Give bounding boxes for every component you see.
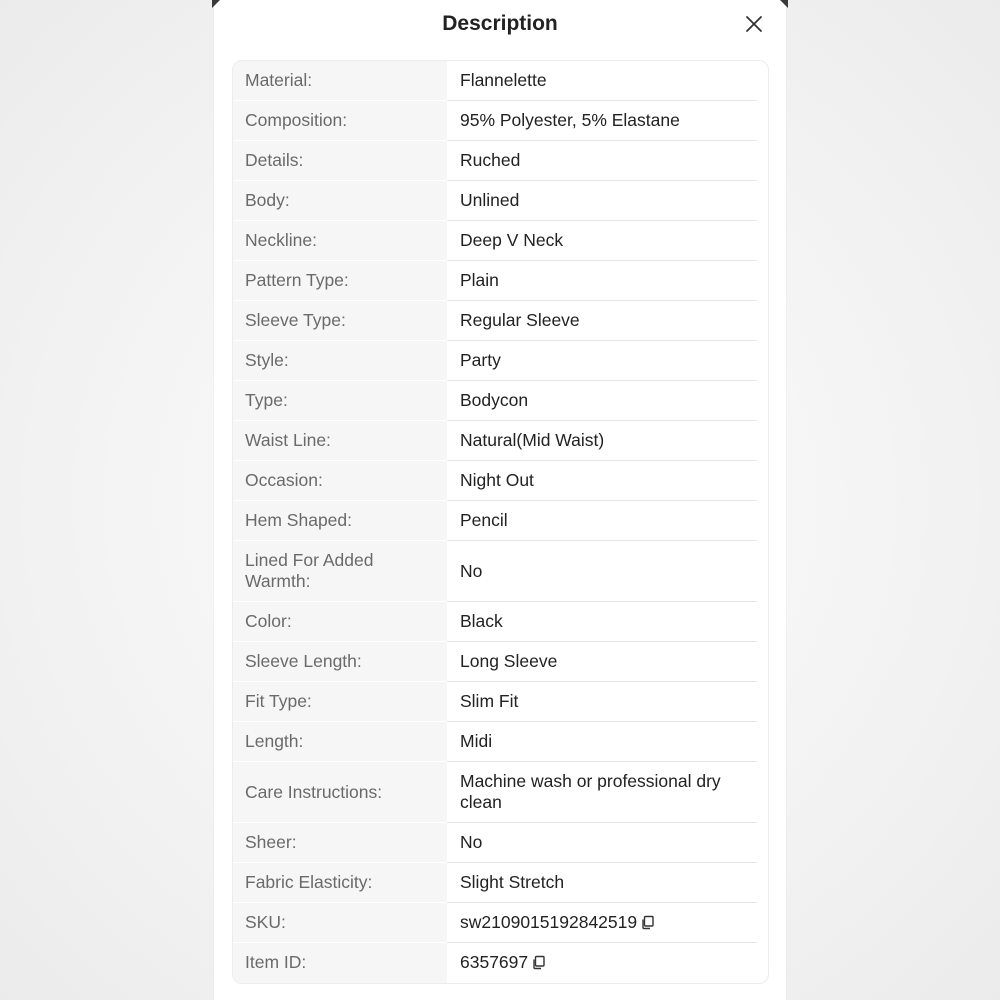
attribute-value: Midi <box>447 722 757 762</box>
table-row <box>233 722 768 762</box>
attribute-value: Machine wash or professional dry clean <box>447 762 757 823</box>
attribute-value: No <box>447 541 757 602</box>
close-icon <box>742 12 766 36</box>
attribute-label: Type: <box>233 381 447 421</box>
attribute-value: Night Out <box>447 461 757 501</box>
attribute-value: Flannelette <box>447 61 757 101</box>
table-row <box>233 943 768 983</box>
attribute-value: Unlined <box>447 181 757 221</box>
attribute-value: Natural(Mid Waist) <box>447 421 757 461</box>
attribute-label: Neckline: <box>233 221 447 261</box>
table-row <box>233 181 768 221</box>
attribute-value: Slim Fit <box>447 682 757 722</box>
table-row <box>233 903 768 943</box>
attribute-value: Ruched <box>447 141 757 181</box>
attribute-label: Fit Type: <box>233 682 447 722</box>
attribute-label: Waist Line: <box>233 421 447 461</box>
attribute-label: Item ID: <box>233 943 447 983</box>
attribute-label: Color: <box>233 602 447 642</box>
attribute-label: Hem Shaped: <box>233 501 447 541</box>
table-row <box>233 642 768 682</box>
attribute-label: Sleeve Type: <box>233 301 447 341</box>
sku-value-cell <box>447 903 757 943</box>
attribute-label: Length: <box>233 722 447 762</box>
table-row <box>233 762 768 823</box>
attribute-label: Care Instructions: <box>233 762 447 823</box>
attribute-value: Regular Sleeve <box>447 301 757 341</box>
attribute-value: Pencil <box>447 501 757 541</box>
attribute-label: Sleeve Length: <box>233 642 447 682</box>
table-row <box>233 101 768 141</box>
attribute-value: Party <box>447 341 757 381</box>
copy-item-id-icon[interactable] <box>531 955 546 970</box>
table-row <box>233 421 768 461</box>
attribute-label: Fabric Elasticity: <box>233 863 447 903</box>
attribute-label: Style: <box>233 341 447 381</box>
attribute-label: Details: <box>233 141 447 181</box>
table-row <box>233 541 768 602</box>
table-row <box>233 682 768 722</box>
attribute-label: Pattern Type: <box>233 261 447 301</box>
attribute-value: Bodycon <box>447 381 757 421</box>
table-row <box>233 301 768 341</box>
attributes-table <box>232 60 769 984</box>
attribute-value: Deep V Neck <box>447 221 757 261</box>
table-row <box>233 602 768 642</box>
attribute-label: Occasion: <box>233 461 447 501</box>
page-title: Description <box>442 12 558 35</box>
table-row <box>233 863 768 903</box>
item-id-value-cell <box>447 943 757 983</box>
table-row <box>233 61 768 101</box>
copy-sku-icon[interactable] <box>640 915 655 930</box>
table-row <box>233 141 768 181</box>
attribute-value: Long Sleeve <box>447 642 757 682</box>
table-row <box>233 221 768 261</box>
table-row <box>233 501 768 541</box>
attribute-value: 95% Polyester, 5% Elastane <box>447 101 757 141</box>
attribute-value: Plain <box>447 261 757 301</box>
attribute-label: Material: <box>233 61 447 101</box>
table-row <box>233 823 768 863</box>
attribute-label: Body: <box>233 181 447 221</box>
attribute-value: No <box>447 823 757 863</box>
description-sheet <box>214 0 786 1000</box>
table-row <box>233 261 768 301</box>
sku-value: sw2109015192842519 <box>460 912 638 932</box>
attribute-label: Composition: <box>233 101 447 141</box>
attribute-label: Sheer: <box>233 823 447 863</box>
sheet-header <box>214 0 786 50</box>
attribute-value: Black <box>447 602 757 642</box>
item-id-value: 6357697 <box>460 952 529 973</box>
attribute-value: Slight Stretch <box>447 863 757 903</box>
table-row <box>233 381 768 421</box>
close-button[interactable] <box>742 12 766 36</box>
attribute-label: Lined For Added Warmth: <box>233 541 447 602</box>
attribute-label: SKU: <box>233 903 447 943</box>
table-row <box>233 461 768 501</box>
table-row <box>233 341 768 381</box>
